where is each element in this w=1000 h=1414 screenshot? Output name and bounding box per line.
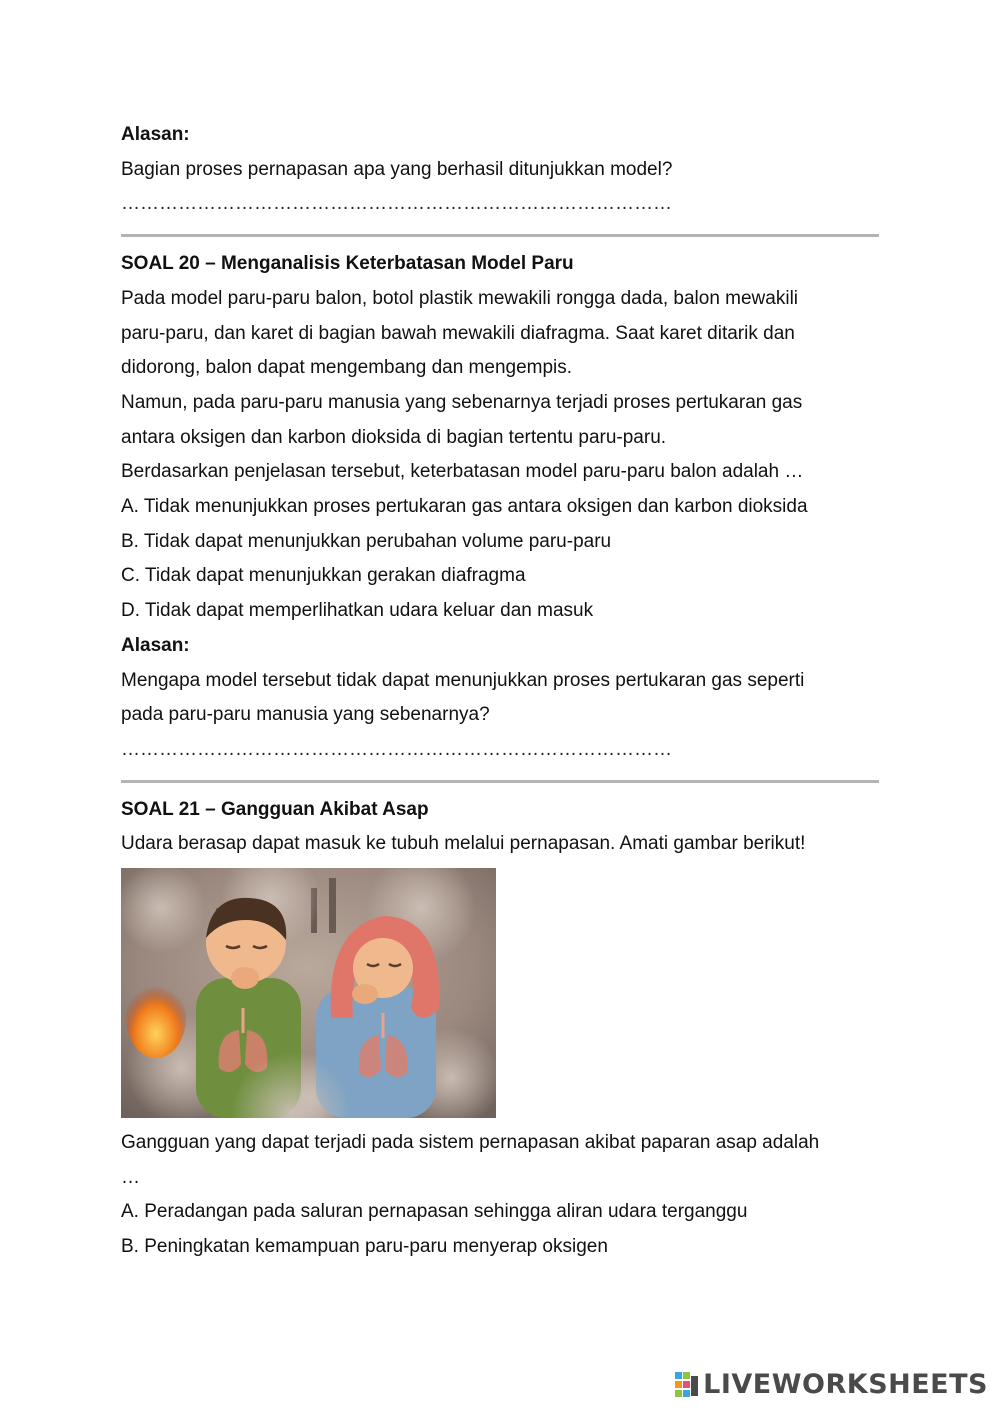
answer-line[interactable]: …………………………………………………………………………… (121, 738, 672, 760)
question-stem-line: Gangguan yang dapat terjadi pada sistem pernapasan akibat paparan asap adalah (121, 1132, 820, 1154)
smoke-coughing-children-illustration (121, 868, 496, 1118)
reason-question: Bagian proses pernapasan apa yang berhasil ditunjukkan model? (121, 158, 673, 180)
reason-label: Alasan: (121, 634, 190, 656)
liveworksheets-logo-icon (675, 1372, 699, 1398)
worksheet-page (121, 118, 879, 1265)
answer-option-b[interactable]: B. Tidak dapat menunjukkan perubahan volume paru-paru (121, 530, 612, 552)
answer-line[interactable]: …………………………………………………………………………… (121, 193, 672, 215)
question-stem-line: … (121, 1166, 140, 1188)
question-paragraph-line: Namun, pada paru-paru manusia yang sebenarnya terjadi proses pertukaran gas (121, 391, 803, 413)
reason-question-line: pada paru-paru manusia yang sebenarnya? (121, 704, 490, 726)
answer-option-c[interactable]: C. Tidak dapat menunjukkan gerakan diafragma (121, 565, 526, 587)
question-title: SOAL 21 – Gangguan Akibat Asap (121, 798, 429, 820)
question-paragraph-line: didorong, balon dapat mengembang dan mengempis. (121, 357, 573, 379)
reason-label: Alasan: (121, 124, 190, 145)
question-title: SOAL 20 – Menganalisis Keterbatasan Model Paru (121, 253, 574, 275)
question-paragraph-line: antara oksigen dan karbon dioksida di bagian tertentu paru-paru. (121, 426, 667, 448)
question-paragraph-line: paru-paru, dan karet di bagian bawah mewakili diafragma. Saat karet ditarik dan (121, 322, 795, 344)
question-paragraph-line: Pada model paru-paru balon, botol plastik mewakili rongga dada, balon mewakili (121, 287, 799, 309)
answer-option-a[interactable]: A. Tidak menunjukkan proses pertukaran gas antara oksigen dan karbon dioksida (121, 496, 808, 518)
smoke-illustration (121, 868, 496, 1118)
answer-option-a[interactable]: A. Peradangan pada saluran pernapasan sehingga aliran udara terganggu (121, 1201, 748, 1223)
answer-option-b[interactable]: B. Peningkatan kemampuan paru-paru menyerap oksigen (121, 1236, 608, 1258)
answer-option-d[interactable]: D. Tidak dapat memperlihatkan udara keluar dan masuk (121, 600, 594, 622)
logo-text: LIVEWORKSHEETS (703, 1369, 988, 1400)
liveworksheets-logo[interactable] (675, 1369, 988, 1400)
question-intro: Udara berasap dapat masuk ke tubuh melalui pernapasan. Amati gambar berikut! (121, 833, 806, 855)
reason-question-line: Mengapa model tersebut tidak dapat menunjukkan proses pertukaran gas seperti (121, 669, 805, 691)
question-paragraph-line: Berdasarkan penjelasan tersebut, keterbatasan model paru-paru balon adalah … (121, 461, 804, 483)
